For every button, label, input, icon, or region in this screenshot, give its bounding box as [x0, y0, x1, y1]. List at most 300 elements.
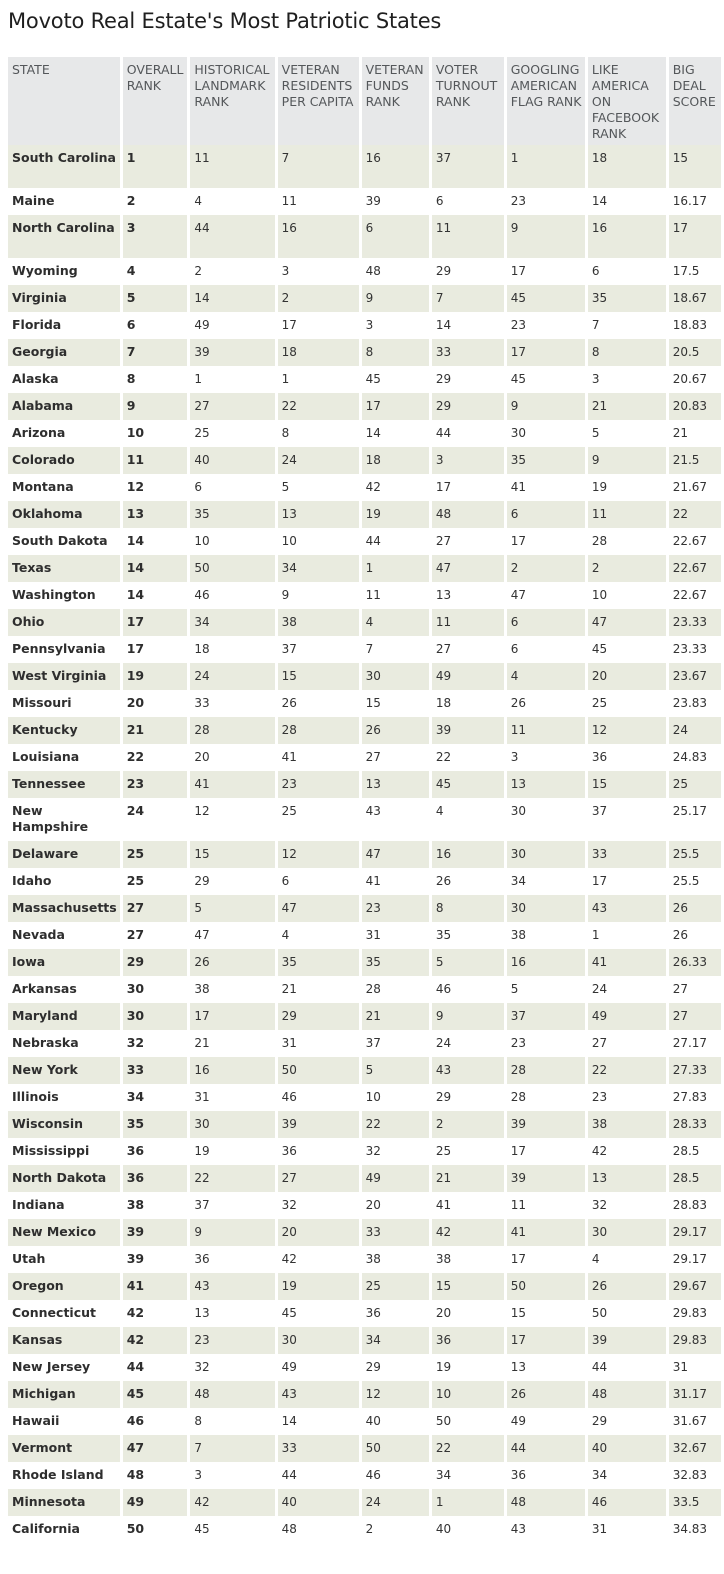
big-deal-score-cell: 17 [669, 215, 721, 258]
table-row [8, 1165, 721, 1192]
overall-rank-cell: 42 [123, 1300, 188, 1327]
table-row [8, 1462, 721, 1489]
state-cell: Michigan [8, 1381, 120, 1408]
veteran-funds-rank-cell: 27 [362, 744, 429, 771]
big-deal-score-cell: 18.67 [669, 285, 721, 312]
googling-flag-rank-cell: 28 [507, 1057, 585, 1084]
historical-landmark-rank-cell: 19 [190, 1138, 274, 1165]
facebook-rank-cell: 34 [588, 1462, 666, 1489]
column-header-veteran-funds-rank: VETERAN FUNDS RANK [362, 57, 429, 145]
historical-landmark-rank-cell: 15 [190, 841, 274, 868]
voter-turnout-rank-cell: 29 [432, 366, 504, 393]
table-row [8, 145, 721, 188]
veteran-funds-rank-cell: 22 [362, 1111, 429, 1138]
facebook-rank-cell: 9 [588, 447, 666, 474]
historical-landmark-rank-cell: 30 [190, 1111, 274, 1138]
state-cell: New Jersey [8, 1354, 120, 1381]
big-deal-score-cell: 32.83 [669, 1462, 721, 1489]
voter-turnout-rank-cell: 19 [432, 1354, 504, 1381]
voter-turnout-rank-cell: 43 [432, 1057, 504, 1084]
veteran-residents-cell: 7 [278, 145, 359, 188]
table-row [8, 636, 721, 663]
veteran-residents-cell: 25 [278, 798, 359, 841]
state-cell: Colorado [8, 447, 120, 474]
facebook-rank-cell: 49 [588, 1003, 666, 1030]
big-deal-score-cell: 21.5 [669, 447, 721, 474]
table-row [8, 1354, 721, 1381]
table-row [8, 798, 721, 841]
overall-rank-cell: 36 [123, 1165, 188, 1192]
table-row [8, 1192, 721, 1219]
big-deal-score-cell: 28.83 [669, 1192, 721, 1219]
facebook-rank-cell: 19 [588, 474, 666, 501]
overall-rank-cell: 50 [123, 1516, 188, 1543]
voter-turnout-rank-cell: 44 [432, 420, 504, 447]
facebook-rank-cell: 31 [588, 1516, 666, 1543]
facebook-rank-cell: 47 [588, 609, 666, 636]
veteran-funds-rank-cell: 8 [362, 339, 429, 366]
facebook-rank-cell: 16 [588, 215, 666, 258]
veteran-funds-rank-cell: 41 [362, 868, 429, 895]
table-row [8, 339, 721, 366]
googling-flag-rank-cell: 11 [507, 1192, 585, 1219]
googling-flag-rank-cell: 2 [507, 555, 585, 582]
facebook-rank-cell: 40 [588, 1435, 666, 1462]
veteran-residents-cell: 9 [278, 582, 359, 609]
historical-landmark-rank-cell: 28 [190, 717, 274, 744]
table-row [8, 1111, 721, 1138]
veteran-residents-cell: 39 [278, 1111, 359, 1138]
table-row [8, 868, 721, 895]
big-deal-score-cell: 26 [669, 895, 721, 922]
big-deal-score-cell: 31.67 [669, 1408, 721, 1435]
historical-landmark-rank-cell: 3 [190, 1462, 274, 1489]
historical-landmark-rank-cell: 33 [190, 690, 274, 717]
table-row [8, 474, 721, 501]
veteran-funds-rank-cell: 10 [362, 1084, 429, 1111]
historical-landmark-rank-cell: 48 [190, 1381, 274, 1408]
historical-landmark-rank-cell: 23 [190, 1327, 274, 1354]
veteran-funds-rank-cell: 9 [362, 285, 429, 312]
state-cell: Wisconsin [8, 1111, 120, 1138]
googling-flag-rank-cell: 44 [507, 1435, 585, 1462]
table-row [8, 717, 721, 744]
googling-flag-rank-cell: 9 [507, 393, 585, 420]
table-row [8, 393, 721, 420]
facebook-rank-cell: 38 [588, 1111, 666, 1138]
overall-rank-cell: 24 [123, 798, 188, 841]
voter-turnout-rank-cell: 45 [432, 771, 504, 798]
veteran-funds-rank-cell: 42 [362, 474, 429, 501]
state-cell: Delaware [8, 841, 120, 868]
state-cell: Oregon [8, 1273, 120, 1300]
big-deal-score-cell: 25 [669, 771, 721, 798]
googling-flag-rank-cell: 1 [507, 145, 585, 188]
overall-rank-cell: 29 [123, 949, 188, 976]
overall-rank-cell: 19 [123, 663, 188, 690]
googling-flag-rank-cell: 11 [507, 717, 585, 744]
veteran-residents-cell: 30 [278, 1327, 359, 1354]
table-row [8, 1408, 721, 1435]
big-deal-score-cell: 29.67 [669, 1273, 721, 1300]
overall-rank-cell: 14 [123, 555, 188, 582]
state-cell: California [8, 1516, 120, 1543]
state-cell: North Dakota [8, 1165, 120, 1192]
historical-landmark-rank-cell: 17 [190, 1003, 274, 1030]
overall-rank-cell: 48 [123, 1462, 188, 1489]
state-cell: Idaho [8, 868, 120, 895]
big-deal-score-cell: 31.17 [669, 1381, 721, 1408]
facebook-rank-cell: 28 [588, 528, 666, 555]
state-cell: South Dakota [8, 528, 120, 555]
historical-landmark-rank-cell: 8 [190, 1408, 274, 1435]
veteran-funds-rank-cell: 7 [362, 636, 429, 663]
veteran-residents-cell: 45 [278, 1300, 359, 1327]
state-cell: South Carolina [8, 145, 120, 188]
state-cell: Texas [8, 555, 120, 582]
veteran-funds-rank-cell: 11 [362, 582, 429, 609]
table-row [8, 528, 721, 555]
big-deal-score-cell: 17.5 [669, 258, 721, 285]
big-deal-score-cell: 29.17 [669, 1246, 721, 1273]
state-cell: Hawaii [8, 1408, 120, 1435]
veteran-funds-rank-cell: 26 [362, 717, 429, 744]
voter-turnout-rank-cell: 46 [432, 976, 504, 1003]
historical-landmark-rank-cell: 2 [190, 258, 274, 285]
table-row [8, 285, 721, 312]
overall-rank-cell: 4 [123, 258, 188, 285]
table-row [8, 1489, 721, 1516]
googling-flag-rank-cell: 35 [507, 447, 585, 474]
state-cell: Vermont [8, 1435, 120, 1462]
googling-flag-rank-cell: 5 [507, 976, 585, 1003]
veteran-residents-cell: 27 [278, 1165, 359, 1192]
state-cell: Connecticut [8, 1300, 120, 1327]
big-deal-score-cell: 15 [669, 145, 721, 188]
googling-flag-rank-cell: 17 [507, 1138, 585, 1165]
facebook-rank-cell: 8 [588, 339, 666, 366]
overall-rank-cell: 39 [123, 1246, 188, 1273]
big-deal-score-cell: 27.33 [669, 1057, 721, 1084]
googling-flag-rank-cell: 15 [507, 1300, 585, 1327]
voter-turnout-rank-cell: 7 [432, 285, 504, 312]
historical-landmark-rank-cell: 13 [190, 1300, 274, 1327]
voter-turnout-rank-cell: 36 [432, 1327, 504, 1354]
state-cell: New Hampshire [8, 798, 120, 841]
column-header-historical-landmark-rank: HISTORICAL LANDMARK RANK [190, 57, 274, 145]
state-cell: Washington [8, 582, 120, 609]
big-deal-score-cell: 29.83 [669, 1327, 721, 1354]
veteran-funds-rank-cell: 48 [362, 258, 429, 285]
state-cell: Florida [8, 312, 120, 339]
overall-rank-cell: 2 [123, 188, 188, 215]
googling-flag-rank-cell: 30 [507, 420, 585, 447]
voter-turnout-rank-cell: 25 [432, 1138, 504, 1165]
table-row [8, 312, 721, 339]
big-deal-score-cell: 24 [669, 717, 721, 744]
big-deal-score-cell: 31 [669, 1354, 721, 1381]
voter-turnout-rank-cell: 27 [432, 528, 504, 555]
voter-turnout-rank-cell: 22 [432, 1435, 504, 1462]
state-cell: New Mexico [8, 1219, 120, 1246]
state-cell: Iowa [8, 949, 120, 976]
overall-rank-cell: 7 [123, 339, 188, 366]
veteran-residents-cell: 4 [278, 922, 359, 949]
table-row [8, 447, 721, 474]
big-deal-score-cell: 28.5 [669, 1165, 721, 1192]
table-row [8, 1516, 721, 1543]
voter-turnout-rank-cell: 26 [432, 868, 504, 895]
veteran-residents-cell: 2 [278, 285, 359, 312]
big-deal-score-cell: 16.17 [669, 188, 721, 215]
historical-landmark-rank-cell: 39 [190, 339, 274, 366]
big-deal-score-cell: 25.5 [669, 841, 721, 868]
veteran-funds-rank-cell: 4 [362, 609, 429, 636]
historical-landmark-rank-cell: 42 [190, 1489, 274, 1516]
big-deal-score-cell: 25.17 [669, 798, 721, 841]
state-cell: Pennsylvania [8, 636, 120, 663]
facebook-rank-cell: 27 [588, 1030, 666, 1057]
big-deal-score-cell: 20.5 [669, 339, 721, 366]
historical-landmark-rank-cell: 12 [190, 798, 274, 841]
googling-flag-rank-cell: 4 [507, 663, 585, 690]
historical-landmark-rank-cell: 35 [190, 501, 274, 528]
overall-rank-cell: 30 [123, 976, 188, 1003]
googling-flag-rank-cell: 13 [507, 771, 585, 798]
veteran-residents-cell: 1 [278, 366, 359, 393]
voter-turnout-rank-cell: 14 [432, 312, 504, 339]
veteran-funds-rank-cell: 13 [362, 771, 429, 798]
veteran-residents-cell: 22 [278, 393, 359, 420]
veteran-residents-cell: 33 [278, 1435, 359, 1462]
column-header-big-deal-score: BIG DEAL SCORE [669, 57, 721, 145]
state-cell: Virginia [8, 285, 120, 312]
column-header-state: STATE [8, 57, 120, 145]
overall-rank-cell: 13 [123, 501, 188, 528]
voter-turnout-rank-cell: 39 [432, 717, 504, 744]
facebook-rank-cell: 36 [588, 744, 666, 771]
facebook-rank-cell: 45 [588, 636, 666, 663]
state-cell: Kentucky [8, 717, 120, 744]
historical-landmark-rank-cell: 38 [190, 976, 274, 1003]
veteran-funds-rank-cell: 19 [362, 501, 429, 528]
big-deal-score-cell: 32.67 [669, 1435, 721, 1462]
veteran-funds-rank-cell: 32 [362, 1138, 429, 1165]
big-deal-score-cell: 23.83 [669, 690, 721, 717]
voter-turnout-rank-cell: 34 [432, 1462, 504, 1489]
historical-landmark-rank-cell: 27 [190, 393, 274, 420]
facebook-rank-cell: 5 [588, 420, 666, 447]
voter-turnout-rank-cell: 10 [432, 1381, 504, 1408]
historical-landmark-rank-cell: 24 [190, 663, 274, 690]
voter-turnout-rank-cell: 29 [432, 1084, 504, 1111]
facebook-rank-cell: 22 [588, 1057, 666, 1084]
state-cell: Ohio [8, 609, 120, 636]
facebook-rank-cell: 29 [588, 1408, 666, 1435]
historical-landmark-rank-cell: 11 [190, 145, 274, 188]
voter-turnout-rank-cell: 42 [432, 1219, 504, 1246]
googling-flag-rank-cell: 38 [507, 922, 585, 949]
overall-rank-cell: 39 [123, 1219, 188, 1246]
overall-rank-cell: 38 [123, 1192, 188, 1219]
state-cell: Missouri [8, 690, 120, 717]
table-row [8, 1246, 721, 1273]
state-cell: Massachusetts [8, 895, 120, 922]
state-cell: Georgia [8, 339, 120, 366]
googling-flag-rank-cell: 17 [507, 528, 585, 555]
historical-landmark-rank-cell: 34 [190, 609, 274, 636]
table-row [8, 420, 721, 447]
state-cell: Alabama [8, 393, 120, 420]
overall-rank-cell: 22 [123, 744, 188, 771]
googling-flag-rank-cell: 43 [507, 1516, 585, 1543]
veteran-residents-cell: 50 [278, 1057, 359, 1084]
veteran-residents-cell: 20 [278, 1219, 359, 1246]
veteran-funds-rank-cell: 29 [362, 1354, 429, 1381]
big-deal-score-cell: 27 [669, 976, 721, 1003]
facebook-rank-cell: 39 [588, 1327, 666, 1354]
googling-flag-rank-cell: 17 [507, 1246, 585, 1273]
state-cell: Nevada [8, 922, 120, 949]
big-deal-score-cell: 29.17 [669, 1219, 721, 1246]
googling-flag-rank-cell: 23 [507, 312, 585, 339]
state-cell: Mississippi [8, 1138, 120, 1165]
big-deal-score-cell: 27.83 [669, 1084, 721, 1111]
table-row [8, 1138, 721, 1165]
veteran-funds-rank-cell: 39 [362, 188, 429, 215]
overall-rank-cell: 14 [123, 528, 188, 555]
veteran-funds-rank-cell: 43 [362, 798, 429, 841]
veteran-residents-cell: 16 [278, 215, 359, 258]
historical-landmark-rank-cell: 44 [190, 215, 274, 258]
veteran-residents-cell: 6 [278, 868, 359, 895]
historical-landmark-rank-cell: 45 [190, 1516, 274, 1543]
veteran-funds-rank-cell: 25 [362, 1273, 429, 1300]
facebook-rank-cell: 11 [588, 501, 666, 528]
veteran-funds-rank-cell: 17 [362, 393, 429, 420]
historical-landmark-rank-cell: 22 [190, 1165, 274, 1192]
veteran-residents-cell: 21 [278, 976, 359, 1003]
voter-turnout-rank-cell: 2 [432, 1111, 504, 1138]
table-row [8, 976, 721, 1003]
facebook-rank-cell: 13 [588, 1165, 666, 1192]
voter-turnout-rank-cell: 1 [432, 1489, 504, 1516]
big-deal-score-cell: 22.67 [669, 555, 721, 582]
veteran-funds-rank-cell: 47 [362, 841, 429, 868]
historical-landmark-rank-cell: 20 [190, 744, 274, 771]
historical-landmark-rank-cell: 16 [190, 1057, 274, 1084]
googling-flag-rank-cell: 3 [507, 744, 585, 771]
veteran-residents-cell: 36 [278, 1138, 359, 1165]
googling-flag-rank-cell: 45 [507, 366, 585, 393]
googling-flag-rank-cell: 30 [507, 841, 585, 868]
column-header-googling-flag-rank: GOOGLING AMERICAN FLAG RANK [507, 57, 585, 145]
historical-landmark-rank-cell: 14 [190, 285, 274, 312]
facebook-rank-cell: 32 [588, 1192, 666, 1219]
googling-flag-rank-cell: 28 [507, 1084, 585, 1111]
historical-landmark-rank-cell: 26 [190, 949, 274, 976]
veteran-funds-rank-cell: 38 [362, 1246, 429, 1273]
historical-landmark-rank-cell: 25 [190, 420, 274, 447]
big-deal-score-cell: 26.33 [669, 949, 721, 976]
veteran-residents-cell: 28 [278, 717, 359, 744]
facebook-rank-cell: 25 [588, 690, 666, 717]
facebook-rank-cell: 37 [588, 798, 666, 841]
state-cell: Rhode Island [8, 1462, 120, 1489]
overall-rank-cell: 20 [123, 690, 188, 717]
historical-landmark-rank-cell: 6 [190, 474, 274, 501]
historical-landmark-rank-cell: 43 [190, 1273, 274, 1300]
googling-flag-rank-cell: 6 [507, 636, 585, 663]
googling-flag-rank-cell: 16 [507, 949, 585, 976]
table-row [8, 555, 721, 582]
veteran-funds-rank-cell: 30 [362, 663, 429, 690]
overall-rank-cell: 5 [123, 285, 188, 312]
state-cell: Alaska [8, 366, 120, 393]
table-row [8, 663, 721, 690]
big-deal-score-cell: 21.67 [669, 474, 721, 501]
historical-landmark-rank-cell: 41 [190, 771, 274, 798]
state-cell: Nebraska [8, 1030, 120, 1057]
state-cell: Maryland [8, 1003, 120, 1030]
veteran-funds-rank-cell: 24 [362, 1489, 429, 1516]
veteran-residents-cell: 17 [278, 312, 359, 339]
googling-flag-rank-cell: 26 [507, 690, 585, 717]
facebook-rank-cell: 35 [588, 285, 666, 312]
big-deal-score-cell: 33.5 [669, 1489, 721, 1516]
veteran-funds-rank-cell: 31 [362, 922, 429, 949]
veteran-residents-cell: 46 [278, 1084, 359, 1111]
googling-flag-rank-cell: 17 [507, 1327, 585, 1354]
voter-turnout-rank-cell: 3 [432, 447, 504, 474]
state-cell: New York [8, 1057, 120, 1084]
voter-turnout-rank-cell: 9 [432, 1003, 504, 1030]
facebook-rank-cell: 48 [588, 1381, 666, 1408]
table-row [8, 258, 721, 285]
veteran-residents-cell: 40 [278, 1489, 359, 1516]
veteran-residents-cell: 24 [278, 447, 359, 474]
veteran-funds-rank-cell: 44 [362, 528, 429, 555]
veteran-residents-cell: 49 [278, 1354, 359, 1381]
veteran-funds-rank-cell: 20 [362, 1192, 429, 1219]
veteran-funds-rank-cell: 46 [362, 1462, 429, 1489]
googling-flag-rank-cell: 39 [507, 1165, 585, 1192]
facebook-rank-cell: 50 [588, 1300, 666, 1327]
overall-rank-cell: 45 [123, 1381, 188, 1408]
facebook-rank-cell: 14 [588, 188, 666, 215]
facebook-rank-cell: 26 [588, 1273, 666, 1300]
table-row [8, 501, 721, 528]
veteran-funds-rank-cell: 28 [362, 976, 429, 1003]
facebook-rank-cell: 30 [588, 1219, 666, 1246]
table-row [8, 1084, 721, 1111]
veteran-funds-rank-cell: 18 [362, 447, 429, 474]
big-deal-score-cell: 22.67 [669, 528, 721, 555]
table-row [8, 366, 721, 393]
veteran-funds-rank-cell: 2 [362, 1516, 429, 1543]
facebook-rank-cell: 15 [588, 771, 666, 798]
column-header-veteran-residents: VETERAN RESIDENTS PER CAPITA [278, 57, 359, 145]
historical-landmark-rank-cell: 5 [190, 895, 274, 922]
voter-turnout-rank-cell: 37 [432, 145, 504, 188]
voter-turnout-rank-cell: 47 [432, 555, 504, 582]
facebook-rank-cell: 46 [588, 1489, 666, 1516]
overall-rank-cell: 8 [123, 366, 188, 393]
page-title: Movoto Real Estate's Most Patriotic States [8, 9, 442, 33]
voter-turnout-rank-cell: 35 [432, 922, 504, 949]
voter-turnout-rank-cell: 33 [432, 339, 504, 366]
overall-rank-cell: 34 [123, 1084, 188, 1111]
